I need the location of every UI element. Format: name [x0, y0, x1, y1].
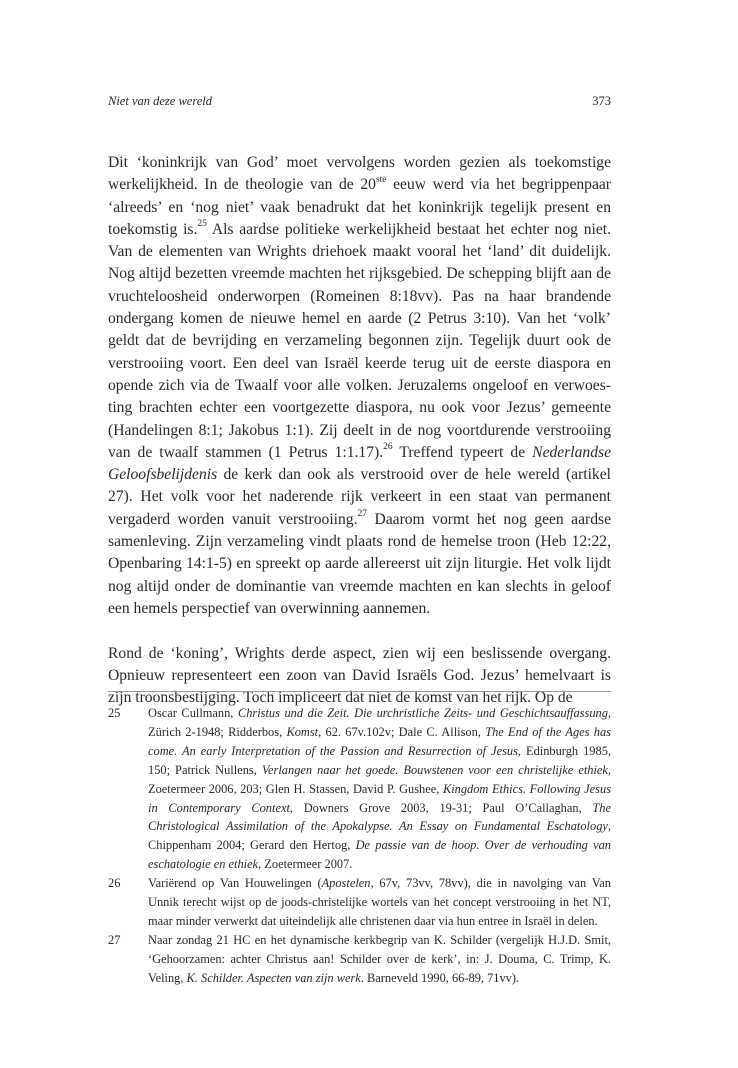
footnotes: [108, 704, 611, 988]
italic-text: Kingdom Ethics. Following Jesus in Contemporary Context: [148, 781, 612, 815]
footnote-ref: 26: [383, 442, 393, 453]
running-head: [108, 92, 611, 110]
footnote: [108, 931, 611, 988]
text-run: Treffend typeert de: [392, 443, 533, 461]
text-run: , 62. 67v.102v; Dale C. Allison,: [318, 724, 486, 739]
italic-text: Verlangen naar het goede. Bouwstenen voor een christelijke ethiek: [261, 762, 608, 777]
footnote-ref: 25: [197, 219, 207, 230]
text-run: de kerk dan ook als verstrooid over de hele wereld (artikel 27). Het volk voor het naderende rijk verkeert in een staat van permanent vergaderd worden vanuit verstrooiing.: [108, 466, 611, 528]
footnote-text: [148, 706, 611, 871]
italic-text: K. Schilder. Aspecten van zijn werk: [186, 970, 361, 985]
footnote-text: [148, 933, 611, 985]
text-run: eeuw werd via het begrippenpaar ‘alreeds’ en ‘nog niet’ vaak benadrukt dat het koninkrijk tegelijk present en toekomstig is.: [108, 176, 611, 238]
italic-text: De passie van de hoop. Over de verhouding van eschatologie en ethiek: [148, 838, 611, 872]
footnote-ref: ste: [375, 174, 387, 185]
text-run: Dit ‘koninkrijk van God’ moet vervolgens worden gezien als toekomstige werkelijkheid. In de theologie van de 20: [108, 154, 611, 194]
text-run: Variërend op Van Houwelingen (: [148, 876, 322, 891]
text-run: Rond de ‘koning’, Wrights derde aspect, zien wij een beslissende overgang. Opnieuw representeert een zoon van David Israëls God. Jezus’ hemelvaart is zijn troonsbestijging. Toch impliceert dat niet de komst van het rijk. Op de: [108, 644, 611, 707]
text-run: , 67v, 73vv, 78vv), die in navolging van Van Unnik terecht wijst op de joods-christelijke wortels van het concept verstrooiing in het NT, maar minder verwerkt dat uiteindelijk alle christenen daar via hun entree in Israël in delen.: [148, 876, 611, 928]
italic-text: The End of the Ages has come. An early Interpretation of the Passion and Resurrection of Jesus: [148, 724, 611, 758]
text-run: , Zoetermeer 2007.: [258, 857, 353, 872]
footnote-number: 25: [108, 706, 121, 720]
text-run: , Zoetermeer 2006, 203; Glen H. Stassen, David P. Gushee,: [148, 762, 612, 796]
paragraph: [108, 643, 611, 710]
italic-text: Nederlandse Geloofsbelijdenis: [108, 443, 611, 484]
text-run: , Downers Grove 2003, 19-31; Paul O’Callaghan,: [289, 800, 593, 815]
italic-text: Apostelen: [321, 876, 371, 891]
text-run: , Edinburgh 1985, 150; Patrick Nullens,: [148, 743, 611, 777]
italic-text: The Christological Assimilation of the Apokalypse. An Essay on Fundamental Eschatology: [148, 800, 611, 834]
footnote-separator: [108, 691, 611, 692]
page-number: 373: [592, 94, 611, 108]
footnote-number: 27: [108, 932, 121, 947]
italic-text: Christus und die Zeit. Die urchristliche Zeits- und Geschichtsauffassung: [237, 706, 608, 720]
text-run: . Barneveld 1990, 66-89, 71vv).: [360, 970, 520, 985]
footnote: [108, 704, 611, 874]
text-run: Naar zondag 21 HC en het dynamische kerkbegrip van K. Schilder (vergelijk H.J.D. Smit, ‘Gehoorzamen: achter Christus aan! Schilder over de kerk’, in: J. Douma, C. Trimp, K. Veling,: [148, 932, 611, 985]
italic-text: Komst: [286, 724, 319, 739]
text-run: Als aardse politieke werkelijkheid bestaat het echter nog niet. Van de elementen van Wrights driehoek maakt vooral het ‘land’ dit duidelijk. Nog altijd bezetten vreemde machten het rijksgebied. De schepping blijft aan de vruchteloosheid onderworpen (Romeinen 8:18vv). Pas na haar brandende ondergang komen de nieuwe hemel en aarde (2 Petrus 3:10). Van het ‘volk’ geldt dat de bevrijding en verzameling begonnen zijn. Tegelijk duurt ook de verstrooiing voort. Een deel van Israël keerde terug uit de eerste diaspora en opende zich via de Twaalf voor alle volken. Jeruzalems ongeloof en verwoesting brachten echter een voortgezette diaspora, nu ook voor Jezus’ gemeente (Handelingen 8:1; Jakobus 1:1). Zij deelt in de nog voortdurende verstrooiing van de twaalf stammen (1 Petrus 1:1.17).: [108, 220, 611, 461]
paragraph: [108, 152, 611, 620]
footnote-number: 26: [108, 876, 121, 891]
running-title: Niet van deze wereld: [108, 94, 213, 108]
text-run: , Zürich 2-1948; Ridderbos,: [148, 706, 612, 739]
body-text: [108, 152, 611, 709]
footnote: [108, 874, 611, 931]
footnote-text: [148, 876, 611, 928]
text-run: Daarom vormt het nog geen aardse samenleving. Zijn verzameling vindt plaats rond de hemelse troon (Heb 12:22, Openbaring 14:1-5) en spreekt op aarde allereerst uit zijn liturgie. Het volk lijdt nog altijd onder de dominantie van vreemde machten en kan slechts in geloof een hemels perspectief van overwinning aannemen.: [108, 510, 612, 617]
text-run: Oscar Cullmann,: [148, 706, 238, 720]
text-run: , Chippenham 2004; Gerard den Hertog,: [148, 819, 611, 853]
footnote-ref: 27: [357, 509, 367, 520]
